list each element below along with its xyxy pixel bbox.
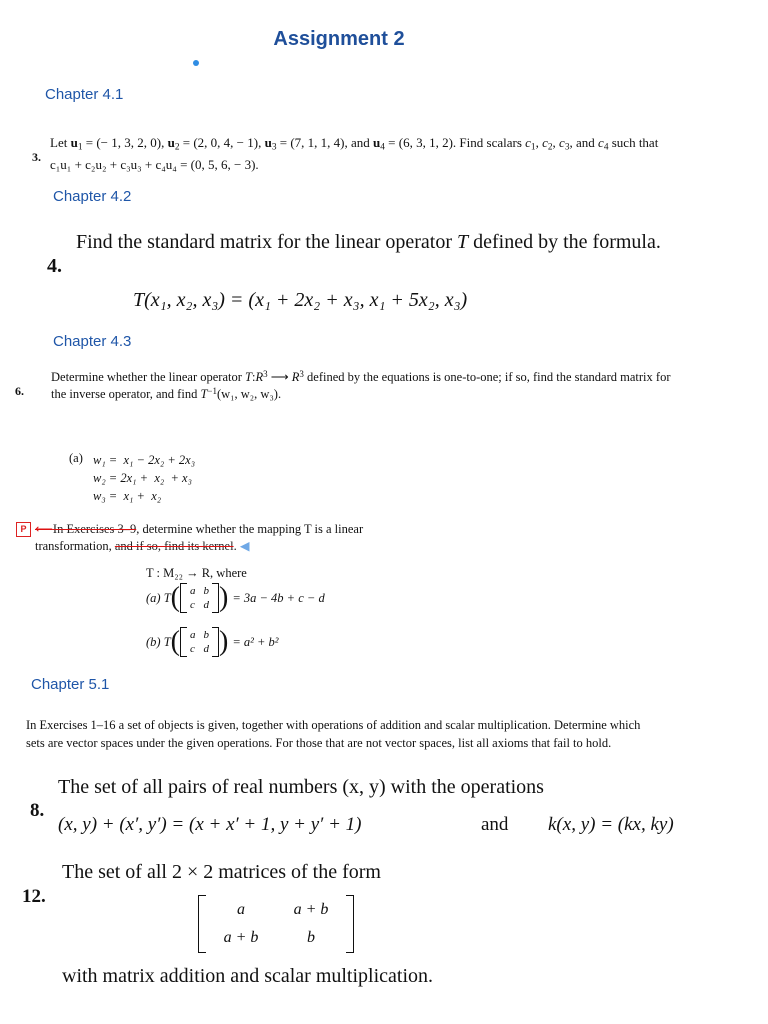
problem-6-number: 6. xyxy=(15,384,24,398)
problem-12-line2: with matrix addition and scalar multiplication. xyxy=(62,965,434,987)
problem-8-scalar-mult: k(x, y) = (kx, ky) xyxy=(548,814,674,835)
problem-4-formula: T(x₁, x₂, x₃) = (x₁ + 2x₂ + x₃, x₁ + 5x₂, x₃) xyxy=(133,289,468,311)
exercise-part-a: (a) T ( a b c d ) = 3a − 4b + c − d xyxy=(146,582,325,613)
problem-6-line1: Determine whether the linear operator $T:R^3$ ⟶ $R^3$ defined by the equations is one-to-one; if so, find the standard matrix for xyxy=(51,368,671,384)
chapter-4-1-heading: Chapter 4.1 xyxy=(45,86,124,103)
mapping-definition: T : M₂₂ → R, where xyxy=(146,566,247,580)
exercise-line1: ⟵In Exercises 3–9, determine whether the mapping T is a linear xyxy=(35,522,364,536)
blue-arrow-icon: ◀ xyxy=(239,539,250,553)
problem-3-number: 3. xyxy=(32,150,41,164)
chapter-4-2-heading: Chapter 4.2 xyxy=(53,188,132,205)
matrix-a: a b c d xyxy=(180,583,219,613)
problem-12-line1: The set of all 2 × 2 matrices of the form xyxy=(62,861,381,883)
pdf-annotation-icon[interactable]: P xyxy=(16,522,31,537)
exercise-part-b: (b) T ( a b c d ) = a² + b² xyxy=(146,626,279,657)
problem-8-line1: The set of all pairs of real numbers (x, y) with the operations xyxy=(58,776,544,798)
problem-12-number: 12. xyxy=(22,886,46,907)
exercise-line2: transformation, and if so, find its kernel. ◀ xyxy=(35,539,250,553)
problem-6-equations: w₁ = x₁ − 2x₂ + 2x₃ w₂ = 2x₁ + x₂ + x₃ w₃ = x₁ + x₂ xyxy=(93,453,196,503)
problem-6-line2: the inverse operator, and find $T^{-1}(w_1$, w₂, w₃). xyxy=(51,385,282,401)
problem-6-part-a-label: (a) xyxy=(69,451,83,465)
page-title: Assignment 2 xyxy=(273,28,405,50)
problem-12-matrix: a a + b a + b b xyxy=(198,895,354,953)
problem-4-number: 4. xyxy=(47,255,62,277)
problem-4-text: Find the standard matrix for the linear operator T defined by the formula. xyxy=(76,231,661,253)
chapter-5-1-intro-line1: In Exercises 1–16 a set of objects is given, together with operations of addition and scalar multiplication. Determine which xyxy=(26,718,641,732)
matrix-b: a b c d xyxy=(180,627,219,657)
chapter-5-1-heading: Chapter 5.1 xyxy=(31,676,110,693)
problem-8-number: 8. xyxy=(30,800,45,821)
problem-3-line1: Let $u_1$ = (− 1, 3, 2, 0), $u_2 = (2$, 0, 4, − 1), $u_3 = (7$, 1, 1, 4), and $u_4 = (6$, 3, 1, 2). Find scalars $c_1$, $c_2$, $c_3$, and $c_4$ such that xyxy=(50,135,659,153)
problem-8-and: and xyxy=(481,814,509,835)
cursor-dot xyxy=(193,60,199,66)
problem-8-addition: (x, y) + (x′, y′) = (x + x′ + 1, y + y′ + 1) xyxy=(58,814,362,835)
chapter-4-3-heading: Chapter 4.3 xyxy=(53,333,132,350)
problem-3-line2: c₁u₁ + c₂u₂ + c₃u₃ + c₄u₄ = (0, 5, 6, − 3). xyxy=(50,157,259,172)
chapter-5-1-intro-line2: sets are vector spaces under the given operations. For those that are not vector spaces, list all axioms that fail to hold. xyxy=(26,736,612,750)
